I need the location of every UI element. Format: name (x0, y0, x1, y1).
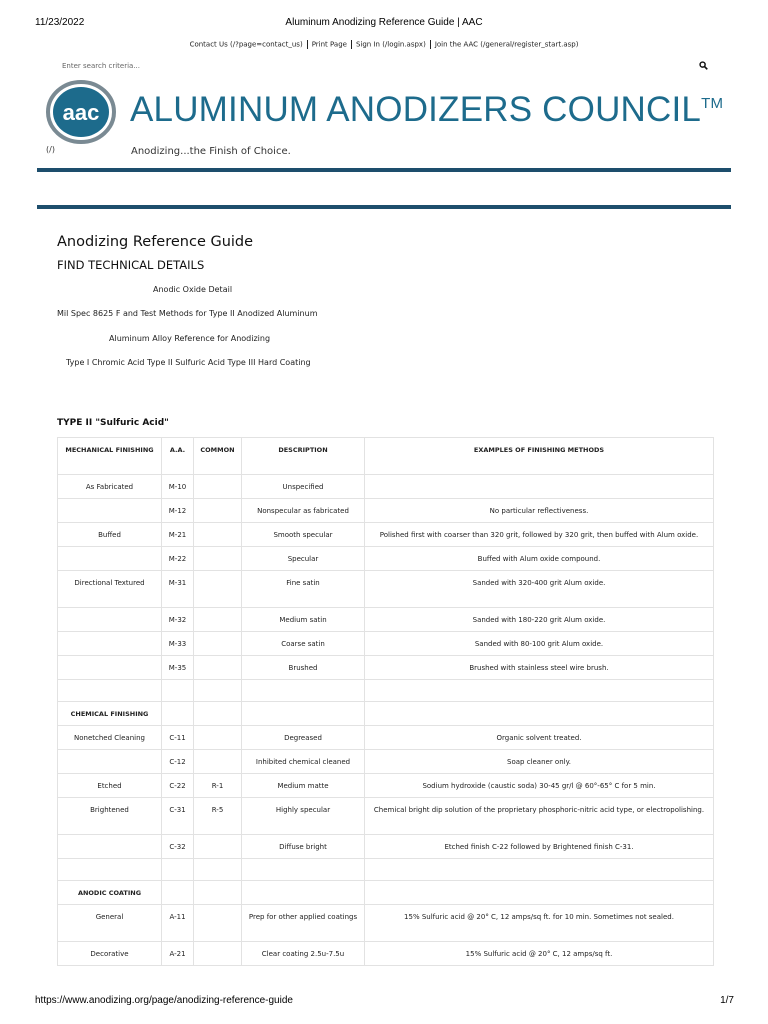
table-cell: M-33 (162, 632, 194, 656)
contact-link[interactable]: Contact Us (/?page=contact_us) (189, 40, 303, 49)
anodic-oxide-link[interactable]: Anodic Oxide Detail (153, 285, 233, 294)
top-links (0, 40, 768, 49)
table-row (58, 798, 714, 835)
table-cell (194, 547, 242, 571)
table-cell (162, 881, 194, 905)
table-cell: Polished first with coarser than 320 grit, followed by 320 grit, then buffed with Alum oxide. (365, 523, 714, 547)
table-cell (194, 702, 242, 726)
join-link[interactable]: Join the AAC (/general/register_start.asp) (434, 40, 579, 49)
table-cell: M-31 (162, 571, 194, 608)
table-cell: Prep for other applied coatings (242, 905, 365, 942)
table-row (58, 523, 714, 547)
sign-in-link[interactable]: Sign In (/login.aspx) (355, 40, 426, 49)
table-cell: Organic solvent treated. (365, 726, 714, 750)
table-cell: R-5 (194, 798, 242, 835)
table-title: TYPE II "Sulfuric Acid" (57, 418, 169, 428)
table-cell: Brightened (58, 798, 162, 835)
table-cell (242, 881, 365, 905)
brand-name (130, 90, 723, 130)
coating-types-link[interactable]: Type I Chromic Acid Type II Sulfuric Acid Type III Hard Coating (66, 358, 311, 367)
table-row (58, 499, 714, 523)
print-title: Aluminum Anodizing Reference Guide | AAC (285, 17, 483, 28)
table-cell (58, 750, 162, 774)
home-link[interactable]: (/) (46, 145, 55, 154)
mil-spec-link[interactable]: Mil Spec 8625 F and Test Methods for Type II Anodized Aluminum (57, 309, 318, 318)
table-header-row (58, 438, 714, 475)
page-title: Anodizing Reference Guide (57, 234, 254, 250)
table-cell: R-1 (194, 774, 242, 798)
table-cell: C-32 (162, 835, 194, 859)
table-cell (194, 905, 242, 942)
table-row (58, 774, 714, 798)
table-cell: M-22 (162, 547, 194, 571)
table-row (58, 475, 714, 499)
brand-title: ALUMINUM ANODIZERS COUNCIL (130, 90, 702, 129)
table-cell: C-11 (162, 726, 194, 750)
table-cell (242, 859, 365, 881)
table-cell: Brushed (242, 656, 365, 680)
table-cell: Medium satin (242, 608, 365, 632)
category-row (58, 702, 714, 726)
divider (351, 40, 352, 49)
table-cell (194, 475, 242, 499)
table-cell (194, 499, 242, 523)
table-row (58, 750, 714, 774)
table-cell: M-10 (162, 475, 194, 499)
table-cell: Coarse satin (242, 632, 365, 656)
table-cell: Etched (58, 774, 162, 798)
table-cell (365, 881, 714, 905)
table-cell: A-11 (162, 905, 194, 942)
table-cell: 15% Sulfuric acid @ 20° C, 12 amps/sq ft. (365, 942, 714, 966)
table-cell: Fine satin (242, 571, 365, 608)
table-cell: C-12 (162, 750, 194, 774)
table-cell: Nonetched Cleaning (58, 726, 162, 750)
table-row (58, 835, 714, 859)
table-row (58, 547, 714, 571)
column-header: DESCRIPTION (242, 438, 365, 475)
page-url: https://www.anodizing.org/page/anodizing-reference-guide (35, 995, 293, 1006)
table-cell: CHEMICAL FINISHING (58, 702, 162, 726)
table-cell (194, 835, 242, 859)
table-cell (194, 571, 242, 608)
reference-table (57, 437, 714, 966)
table-cell: Inhibited chemical cleaned (242, 750, 365, 774)
table-cell (194, 680, 242, 702)
table-row (58, 726, 714, 750)
table-cell (58, 680, 162, 702)
search-icon[interactable] (699, 61, 708, 70)
table-cell (58, 656, 162, 680)
table-cell: M-12 (162, 499, 194, 523)
divider (307, 40, 308, 49)
table-cell: Buffed with Alum oxide compound. (365, 547, 714, 571)
tagline: Anodizing...the Finish of Choice. (131, 146, 291, 157)
table-cell (58, 608, 162, 632)
page-number: 1/7 (720, 995, 734, 1006)
table-cell: 15% Sulfuric acid @ 20° C, 12 amps/sq ft. for 10 min. Sometimes not sealed. (365, 905, 714, 942)
table-cell: Etched finish C-22 followed by Brightened finish C-31. (365, 835, 714, 859)
table-cell (365, 680, 714, 702)
table-cell: Sodium hydroxide (caustic soda) 30-45 gr/l @ 60°-65° C for 5 min. (365, 774, 714, 798)
divider (430, 40, 431, 49)
nav-rule (37, 205, 731, 209)
table-cell: Medium matte (242, 774, 365, 798)
table-cell: M-32 (162, 608, 194, 632)
table-cell: Brushed with stainless steel wire brush. (365, 656, 714, 680)
header-rule (37, 168, 731, 172)
table-cell (365, 702, 714, 726)
table-cell: Highly specular (242, 798, 365, 835)
table-cell (242, 680, 365, 702)
table-cell (194, 608, 242, 632)
print-date: 11/23/2022 (35, 17, 85, 28)
table-cell: Specular (242, 547, 365, 571)
category-row (58, 881, 714, 905)
table-cell: M-21 (162, 523, 194, 547)
table-cell: A-21 (162, 942, 194, 966)
table-cell (194, 942, 242, 966)
table-cell (194, 632, 242, 656)
table-cell: Sanded with 180-220 grit Alum oxide. (365, 608, 714, 632)
table-cell: Diffuse bright (242, 835, 365, 859)
table-cell: Degreased (242, 726, 365, 750)
table-row (58, 859, 714, 881)
table-cell: Sanded with 320-400 grit Alum oxide. (365, 571, 714, 608)
table-cell: Buffed (58, 523, 162, 547)
table-cell (194, 881, 242, 905)
table-cell: Nonspecular as fabricated (242, 499, 365, 523)
table-cell: Chemical bright dip solution of the proprietary phosphoric-nitric acid type, or electropolishing. (365, 798, 714, 835)
table-row (58, 905, 714, 942)
logo-text: aac (62, 100, 100, 125)
column-header: MECHANICAL FINISHING (58, 438, 162, 475)
table-cell (242, 702, 365, 726)
table-cell: M-35 (162, 656, 194, 680)
table-cell (194, 523, 242, 547)
table-cell (365, 475, 714, 499)
table-cell (194, 656, 242, 680)
column-header: COMMON (194, 438, 242, 475)
trademark-mark: TM (701, 95, 724, 112)
table-cell: No particular reflectiveness. (365, 499, 714, 523)
table-cell (58, 859, 162, 881)
table-cell (365, 859, 714, 881)
table-cell: As Fabricated (58, 475, 162, 499)
table-cell (194, 750, 242, 774)
table-cell: C-31 (162, 798, 194, 835)
search-input[interactable]: Enter search criteria... (62, 62, 141, 70)
table-cell (194, 726, 242, 750)
table-cell (162, 680, 194, 702)
table-cell: Directional Textured (58, 571, 162, 608)
table-cell (58, 835, 162, 859)
table-cell: Sanded with 80-100 grit Alum oxide. (365, 632, 714, 656)
alloy-reference-link[interactable]: Aluminum Alloy Reference for Anodizing (109, 334, 271, 343)
table-cell: Clear coating 2.5u-7.5u (242, 942, 365, 966)
table-cell: Unspecified (242, 475, 365, 499)
table-cell: C-22 (162, 774, 194, 798)
table-cell: General (58, 905, 162, 942)
table-row (58, 608, 714, 632)
table-cell: ANODIC COATING (58, 881, 162, 905)
table-cell: Smooth specular (242, 523, 365, 547)
table-cell (162, 859, 194, 881)
table-row (58, 632, 714, 656)
table-cell (58, 632, 162, 656)
table-row (58, 680, 714, 702)
table-cell (194, 859, 242, 881)
print-page-link[interactable]: Print Page (311, 40, 347, 49)
table-cell: Decorative (58, 942, 162, 966)
column-header: A.A. (162, 438, 194, 475)
table-cell: Soap cleaner only. (365, 750, 714, 774)
table-row (58, 571, 714, 608)
column-header: EXAMPLES OF FINISHING METHODS (365, 438, 714, 475)
aac-logo[interactable] (45, 80, 117, 144)
table-cell (162, 702, 194, 726)
table-cell (58, 547, 162, 571)
table-cell (58, 499, 162, 523)
page-subtitle: FIND TECHNICAL DETAILS (57, 258, 205, 272)
table-row (58, 656, 714, 680)
table-row (58, 942, 714, 966)
